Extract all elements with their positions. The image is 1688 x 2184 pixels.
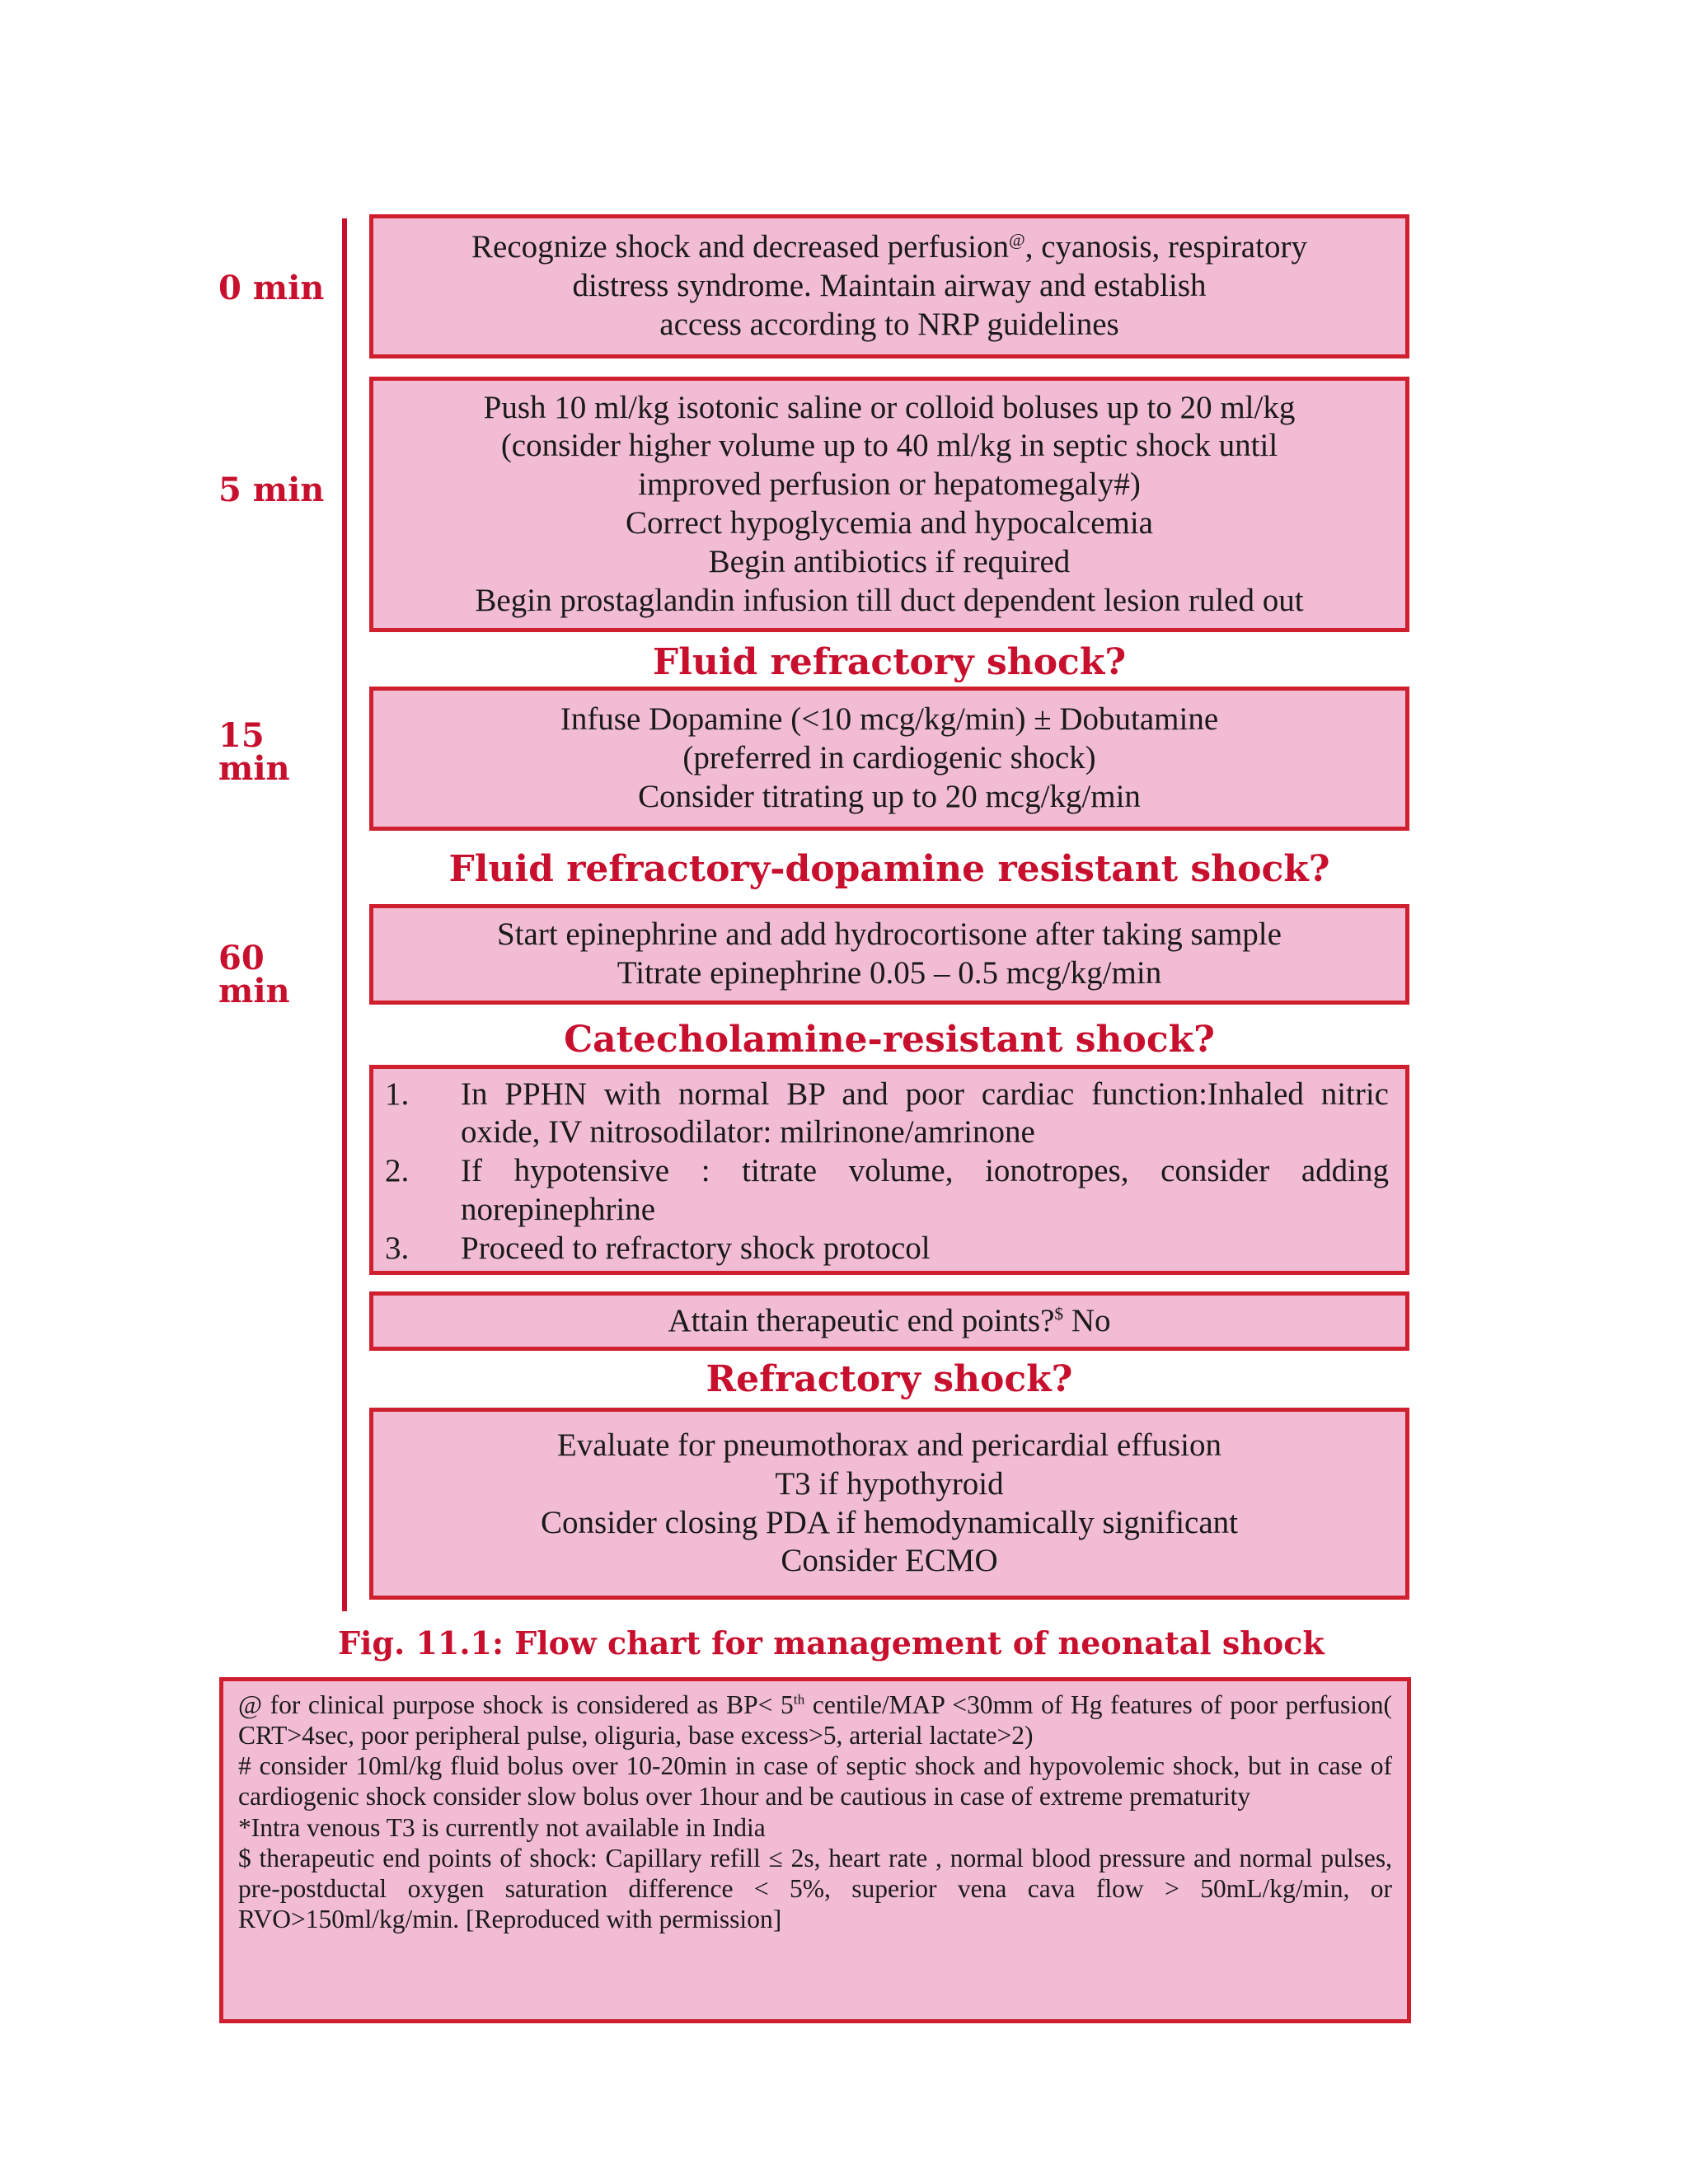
list-text: Proceed to refractory shock protocol — [461, 1230, 931, 1266]
list-item — [385, 1076, 1389, 1153]
step-dopamine — [369, 687, 1409, 831]
timeline-bar — [342, 218, 347, 1611]
step-therapeutic-end-points — [369, 1291, 1409, 1351]
step-refractory-evaluation — [369, 1408, 1409, 1600]
list-text: In PPHN with normal BP and poor cardiac function:Inhaled nitric oxide, IV nitrosodilator: milrinone/amrinone — [461, 1076, 1389, 1151]
step-line: Begin antibiotics if required — [708, 543, 1071, 579]
step-line: (preferred in cardiogenic shock) — [682, 740, 1096, 776]
heading-fluid-refractory-shock: Fluid refractory shock? — [652, 641, 1127, 683]
time-label-15min: 15 min — [218, 716, 290, 788]
step-line: Consider titrating up to 20 mcg/kg/min — [638, 778, 1141, 814]
step-line: Consider ECMO — [781, 1543, 998, 1579]
step-catecholamine-list — [369, 1065, 1409, 1275]
time-label-5min: 5 min — [218, 471, 325, 509]
list-number: 1. — [385, 1076, 410, 1112]
footnote-end-points: $ therapeutic end points of shock: Capillary refill ≤ 2s, heart rate , normal blood pressure and normal pulses, pre-postductal oxygen saturation difference < 5%, superior vena cava flow > 50mL/kg/min, or RVO>150ml/kg/min. [Reproduced with permission] — [238, 1843, 1392, 1934]
list-text: If hypotensive : titrate volume, ionotropes, consider adding norepinephrine — [461, 1153, 1389, 1227]
step-line: Attain therapeutic end points?$ No — [668, 1302, 1111, 1338]
list-item — [385, 1152, 1389, 1230]
step-fluid-boluses — [369, 377, 1409, 632]
step-line: Begin prostaglandin infusion till duct dependent lesion ruled out — [475, 582, 1304, 618]
step-line: Push 10 ml/kg isotonic saline or colloid boluses up to 20 ml/kg — [483, 389, 1296, 425]
list-number: 2. — [385, 1153, 410, 1189]
footnotes-box — [219, 1677, 1411, 2023]
heading-dopamine-resistant-shock: Fluid refractory-dopamine resistant shock? — [448, 848, 1330, 890]
figure-caption: Fig. 11.1: Flow chart for management of neonatal shock — [338, 1624, 1325, 1661]
step-line: access according to NRP guidelines — [659, 306, 1119, 342]
step-line: Evaluate for pneumothorax and pericardial effusion — [556, 1427, 1222, 1463]
step-line: Start epinephrine and add hydrocortisone after taking sample — [497, 916, 1282, 953]
heading-refractory-shock: Refractory shock? — [706, 1358, 1073, 1400]
footnote-t3: *Intra venous T3 is currently not available in India — [238, 1812, 766, 1842]
step-line: T3 if hypothyroid — [775, 1465, 1004, 1502]
step-line: improved perfusion or hepatomegaly#) — [638, 466, 1141, 503]
time-label-0min: 0 min — [218, 269, 325, 307]
step-line: Consider closing PDA if hemodynamically significant — [541, 1504, 1238, 1540]
heading-catecholamine-resistant-shock: Catecholamine-resistant shock? — [564, 1019, 1215, 1061]
list-item — [385, 1230, 1389, 1268]
step-line: (consider higher volume up to 40 ml/kg in septic shock until — [500, 428, 1278, 464]
footnote-perfusion: @ for clinical purpose shock is considered as BP< 5th centile/MAP <30mm of Hg features of poor perfusion( CRT>4sec, poor peripheral pulse, oliguria, base excess>5, arterial lactate>2) — [238, 1690, 1392, 1750]
step-line: Infuse Dopamine (<10 mcg/kg/min) ± Dobutamine — [560, 701, 1219, 738]
list-number: 3. — [385, 1230, 410, 1266]
step-epinephrine — [369, 904, 1409, 1005]
step-recognize-shock — [369, 214, 1409, 359]
step-line: Titrate epinephrine 0.05 – 0.5 mcg/kg/min — [617, 955, 1162, 991]
footnote-bolus: # consider 10ml/kg fluid bolus over 10-20min in case of septic shock and hypovolemic shock, but in case of cardiogenic shock consider slow bolus over 1hour and be cautious in case of extreme prematurity — [238, 1751, 1392, 1811]
time-label-60min: 60 min — [218, 939, 290, 1010]
step-line: Correct hypoglycemia and hypocalcemia — [626, 505, 1153, 541]
step-line: distress syndrome. Maintain airway and establish — [572, 268, 1207, 304]
step-line: Recognize shock and decreased perfusion@, cyanosis, respiratory — [471, 229, 1307, 265]
